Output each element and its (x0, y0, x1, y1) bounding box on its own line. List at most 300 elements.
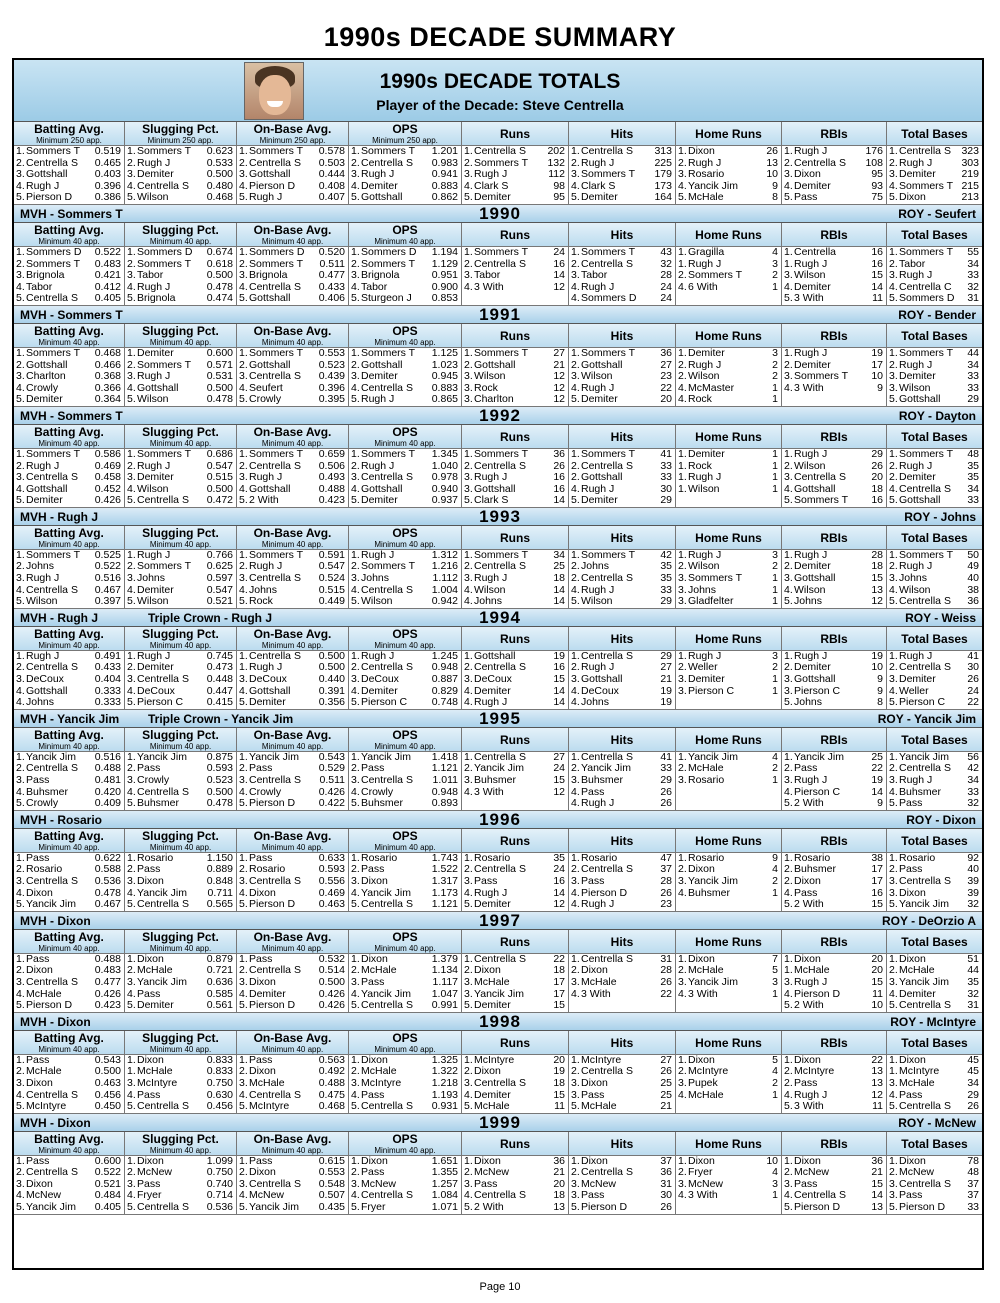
leader-name: Centrella S (26, 157, 78, 169)
leader-name: McHale (26, 988, 62, 1000)
leader-name: Rugh J (249, 662, 283, 674)
leader-row (569, 752, 675, 764)
leader-value: 1.193 (431, 1089, 458, 1101)
leader-rank: 3. (678, 596, 687, 608)
leader-name: Crowly (26, 382, 59, 394)
leader-value: 11 (554, 1101, 565, 1113)
header-label: Batting Avg. (34, 929, 104, 944)
header-minimum: Minimum 40 app. (149, 943, 212, 953)
leader-name: Wilson (794, 460, 826, 472)
leader-rank: 3. (351, 875, 360, 887)
leader-value: 14 (553, 495, 565, 507)
leader-rank: 1. (351, 347, 360, 359)
leader-value: 0.435 (318, 1202, 345, 1214)
header-label: Batting Avg. (34, 424, 104, 439)
leader-value: 41 (660, 751, 672, 763)
leader-rank: 2. (571, 573, 580, 585)
leader-rank: 5. (127, 1101, 136, 1113)
leader-value: 92 (967, 852, 979, 864)
leader-name: Gragilla (688, 246, 725, 258)
leader-row (349, 247, 461, 259)
leader-row (349, 449, 461, 461)
leader-row (237, 394, 348, 406)
leader-rank: 4. (678, 988, 687, 1000)
leader-value: 164 (654, 192, 672, 204)
leader-value: 3 (772, 347, 778, 359)
leader-value: 26 (967, 674, 979, 686)
header-minimum: Minimum 40 app. (261, 337, 324, 347)
leader-row (349, 674, 461, 686)
leader-value: 40 (967, 864, 979, 876)
header-label: OPS (392, 727, 418, 742)
season-bar (14, 407, 982, 425)
leader-value: 0.659 (318, 448, 345, 460)
leader-name: McHale (688, 763, 724, 775)
leader-row (782, 495, 886, 507)
leader-rank: 3. (464, 270, 473, 282)
leader-row (125, 674, 236, 686)
leader-row (569, 1202, 675, 1214)
leader-name: McNew (581, 1178, 617, 1190)
leader-row (569, 371, 675, 383)
leader-value: 10 (871, 1000, 883, 1012)
leader-rank: 2. (239, 763, 248, 775)
leader-value: 176 (865, 146, 883, 157)
header-on-base-avg (237, 324, 349, 347)
leader-name: Centrella S (249, 281, 301, 293)
leader-rank: 4. (351, 180, 360, 192)
header-label: Runs (500, 127, 530, 141)
leader-value: 36 (553, 1155, 565, 1167)
leader-row (125, 686, 236, 698)
leader-value: 0.524 (318, 573, 345, 585)
leader-name: Pierson D (26, 1000, 73, 1012)
leader-rank: 5. (784, 495, 793, 507)
leader-rank: 5. (239, 293, 248, 305)
leader-rank: 2. (464, 359, 473, 371)
leader-name: Centrella S (361, 584, 413, 596)
leader-rank: 3. (16, 976, 25, 988)
leader-rank: 1. (571, 650, 580, 662)
leader-name: Sommers T (26, 347, 81, 359)
leader-name: Tabor (26, 281, 53, 293)
leader-rank: 1. (239, 650, 248, 662)
leader-value: 303 (961, 157, 979, 169)
leader-value: 0.887 (431, 674, 458, 686)
leader-value: 33 (660, 584, 672, 596)
leader-value: 0.500 (94, 1066, 121, 1078)
header-rbis (782, 829, 887, 852)
leader-value: 1 (772, 472, 778, 484)
leader-name: Demiter (688, 448, 725, 460)
leader-rank: 5. (351, 1202, 360, 1214)
leader-rank: 5. (889, 798, 898, 810)
leader-value: 41 (967, 650, 979, 662)
leader-rank: 2. (16, 561, 25, 573)
leader-name: Demiter (794, 359, 831, 371)
leader-name: McHale (249, 1077, 285, 1089)
leader-row (14, 888, 124, 900)
header-runs (462, 627, 569, 650)
leader-name: Pass (899, 1190, 923, 1202)
leader-value: 0.593 (206, 763, 233, 775)
leader-row (237, 461, 348, 473)
leader-row (349, 798, 461, 810)
leader-rank: 3. (678, 1077, 687, 1089)
leader-row (676, 1101, 781, 1113)
leader-value: 28 (660, 875, 672, 887)
leader-row (462, 864, 568, 876)
leader-name: Sommers T (899, 549, 954, 561)
leader-row (14, 697, 124, 709)
leader-rank: 1. (127, 953, 136, 965)
leader-row (782, 752, 886, 764)
leader-value: 31 (660, 1178, 672, 1190)
leader-value: 11 (872, 1101, 883, 1113)
column-runs (462, 752, 569, 810)
leader-value: 0.633 (318, 852, 345, 864)
leader-row (782, 798, 886, 810)
leader-value: 19 (871, 650, 883, 662)
leader-value: 13 (871, 584, 883, 596)
header-minimum: Minimum 40 app. (38, 741, 100, 751)
leader-rank: 4. (16, 382, 25, 394)
leader-name: Sommers D (581, 293, 637, 305)
leader-row (237, 899, 348, 911)
header-minimum: Minimum 40 app. (149, 640, 212, 650)
roy-label: ROY - Dixon (906, 812, 976, 827)
leader-row (782, 371, 886, 383)
leader-name: McHale (899, 965, 935, 977)
leader-value: 37 (660, 864, 672, 876)
header-label: Home Runs (695, 833, 762, 848)
leader-name: Sommers T (249, 146, 304, 157)
leader-rank: 1. (464, 852, 473, 864)
leader-name: McNew (26, 1190, 62, 1202)
column-ops (349, 853, 462, 911)
leader-name: McNew (899, 1167, 935, 1179)
leader-rank: 2. (889, 864, 898, 876)
leader-rank: 1. (16, 549, 25, 561)
roy-label: ROY - Seufert (898, 206, 976, 221)
leader-rank: 3. (351, 573, 360, 585)
leader-row (125, 394, 236, 406)
leader-name: Centrella S (474, 864, 526, 876)
leader-rank: 2. (889, 472, 898, 484)
leader-name: Yancik Jim (137, 976, 187, 988)
column-on-base-avg (237, 752, 349, 810)
column-total-bases (887, 550, 982, 608)
leader-name: Yancik Jim (137, 751, 187, 763)
header-rbis (782, 122, 887, 145)
leader-name: Pierson D (249, 798, 296, 810)
leader-name: Rugh J (137, 281, 171, 293)
leader-name: Dixon (899, 1054, 926, 1066)
leader-row (782, 775, 886, 787)
leader-value: 0.931 (431, 1101, 458, 1113)
leader-row (676, 899, 781, 911)
leader-name: Rugh J (26, 573, 60, 585)
leader-name: Yancik Jim (899, 899, 949, 911)
leader-row (462, 371, 568, 383)
leader-name: Demiter (688, 674, 725, 686)
leader-row (782, 662, 886, 674)
leader-value: 0.468 (206, 192, 233, 204)
leader-rank: 4. (571, 382, 580, 394)
leader-rank: 5. (351, 495, 360, 507)
leader-value: 1 (772, 887, 778, 899)
leader-rank: 1. (784, 549, 793, 561)
leader-name: Sommers T (361, 258, 416, 270)
leader-name: Centrella S (581, 751, 633, 763)
column-hits (569, 247, 676, 305)
header-rbis (782, 324, 887, 347)
leader-name: McHale (794, 965, 830, 977)
leader-name (688, 798, 778, 810)
header-label: On-Base Avg. (253, 828, 332, 843)
leader-rank: 4. (571, 887, 580, 899)
leader-rank: 5. (784, 1202, 793, 1214)
leader-rank: 1. (16, 448, 25, 460)
column-slugging-pct (125, 752, 237, 810)
leader-row (14, 270, 124, 282)
leader-rank: 5. (16, 798, 25, 810)
leader-name: Demiter (137, 347, 174, 359)
leader-rank: 1. (678, 246, 687, 258)
leader-row (14, 787, 124, 799)
leader-value: 17 (871, 359, 883, 371)
column-runs (462, 247, 569, 305)
leader-value: 25 (553, 561, 565, 573)
leader-name: Demiter (794, 561, 831, 573)
leader-row (237, 651, 348, 663)
leader-value: 27 (660, 359, 672, 371)
leader-row (14, 1190, 124, 1202)
leader-rank: 2. (127, 460, 136, 472)
leader-row (569, 787, 675, 799)
leader-row (676, 259, 781, 271)
leader-rank: 2. (127, 864, 136, 876)
leader-rank: 1. (784, 852, 793, 864)
leader-value: 1.257 (431, 1178, 458, 1190)
leader-row (782, 674, 886, 686)
leader-row (14, 259, 124, 271)
leader-rank: 1. (889, 448, 898, 460)
leader-name: McIntyre (137, 1077, 178, 1089)
leader-rank: 5. (784, 192, 793, 204)
leader-rank: 1. (678, 347, 687, 359)
roy-label: ROY - McIntyre (890, 1014, 976, 1029)
leader-value: 0.740 (206, 1178, 233, 1190)
leader-rank (462, 798, 474, 810)
leader-name: Demiter (474, 1089, 511, 1101)
header-label: Total Bases (901, 429, 968, 444)
leader-rank: 1. (678, 549, 687, 561)
leader-rank: 2. (239, 157, 248, 169)
leader-value: 14 (553, 887, 565, 899)
leader-value: 1 (772, 460, 778, 472)
leader-value: 7 (772, 953, 778, 965)
header-total-bases (887, 1132, 982, 1155)
leader-rank: 5. (889, 1202, 898, 1214)
leader-row (676, 1090, 781, 1102)
leader-name: Brignola (137, 293, 176, 305)
column-batting-avg (14, 1055, 125, 1113)
leader-row (569, 651, 675, 663)
leader-name: Pass (899, 1089, 923, 1101)
leader-name: Rugh J (794, 976, 828, 988)
header-label: Slugging Pct. (142, 424, 219, 439)
leader-value: 0.478 (206, 281, 233, 293)
leader-rank: 4. (571, 685, 580, 697)
leader-name: McHale (581, 1101, 617, 1113)
column-ops (349, 1055, 462, 1113)
leader-rank: 5. (127, 1000, 136, 1012)
header-total-bases (887, 526, 982, 549)
leader-row (887, 394, 982, 406)
leader-value: 0.522 (94, 246, 121, 258)
leader-value: 16 (871, 258, 883, 270)
leader-value: 15 (871, 899, 883, 911)
leader-rank: 4. (351, 786, 360, 798)
leader-rank: 3. (678, 573, 687, 585)
leader-row (14, 484, 124, 496)
leader-value: 1.218 (431, 1077, 458, 1089)
leader-name: Sommers T (361, 448, 416, 460)
leader-name: Wilson (361, 596, 393, 608)
leader-row (125, 1000, 236, 1012)
leader-row (462, 585, 568, 597)
leader-rank: 3. (571, 169, 580, 181)
leader-row (349, 461, 461, 473)
leader-value: 0.500 (206, 483, 233, 495)
leader-rank: 2. (571, 472, 580, 484)
leader-name: Pass (899, 798, 923, 810)
leader-row (349, 484, 461, 496)
leader-rank: 3. (239, 472, 248, 484)
column-runs (462, 1055, 569, 1113)
leader-name: McHale (688, 965, 724, 977)
leader-rank: 3. (16, 1077, 25, 1089)
leader-rank: 4. (464, 697, 473, 709)
leader-rank (569, 1000, 581, 1012)
leader-row (569, 192, 675, 204)
leader-rank: 5. (16, 899, 25, 911)
leader-name: Dixon (249, 887, 276, 899)
leader-rank: 1. (889, 1155, 898, 1167)
leader-row (349, 1179, 461, 1191)
leader-value: 0.514 (318, 965, 345, 977)
leader-row (676, 752, 781, 764)
leader-value: 1 (772, 1089, 778, 1101)
leader-row (782, 181, 886, 193)
leader-name: McHale (137, 1066, 173, 1078)
leader-value: 202 (547, 146, 565, 157)
leader-name: Rock (688, 394, 712, 406)
season-year: 1996 (479, 809, 521, 829)
leader-value: 37 (660, 1155, 672, 1167)
leader-name: Demiter (474, 192, 511, 204)
leader-row (349, 787, 461, 799)
leader-rank: 1. (351, 751, 360, 763)
column-batting-avg (14, 853, 125, 911)
leader-rank: 3. (127, 976, 136, 988)
leader-value: 42 (660, 549, 672, 561)
leader-rank: 2. (239, 460, 248, 472)
leader-name: Sommers T (899, 246, 954, 258)
leader-row (14, 247, 124, 259)
leader-name: Wilson (581, 596, 613, 608)
leader-row (569, 585, 675, 597)
leader-rank: 3. (464, 483, 473, 495)
leader-rank (462, 293, 474, 305)
leader-name: Centrella S (26, 472, 78, 484)
leader-value: 0.395 (318, 394, 345, 406)
leader-name: Demiter (474, 899, 511, 911)
leader-row (125, 472, 236, 484)
leader-row (569, 449, 675, 461)
leader-name: 2 With (794, 899, 824, 911)
leader-value: 11 (872, 293, 883, 305)
leader-rank: 3. (889, 371, 898, 383)
leader-name: Centrella S (361, 382, 413, 394)
leader-name: Rugh J (581, 798, 615, 810)
leader-name: Clark S (581, 180, 616, 192)
leader-row (462, 1078, 568, 1090)
leader-row (782, 1055, 886, 1067)
leader-name: Centrella S (361, 472, 413, 484)
leader-value: 39 (967, 887, 979, 899)
leader-name: Demiter (361, 180, 398, 192)
leader-value: 29 (660, 650, 672, 662)
leader-value: 0.396 (94, 180, 121, 192)
leader-row (782, 282, 886, 294)
header-runs (462, 829, 569, 852)
leader-row (14, 449, 124, 461)
season-bar (14, 1114, 982, 1132)
leader-value: 24 (553, 763, 565, 775)
leader-rank: 4. (784, 1190, 793, 1202)
leader-name: Centrella S (581, 1167, 633, 1179)
column-on-base-avg (237, 1055, 349, 1113)
leader-row (782, 1179, 886, 1191)
leader-value: 0.561 (206, 1000, 233, 1012)
leader-value: 1.112 (432, 573, 458, 585)
leader-name: Buhsmer (26, 786, 69, 798)
leader-name: Pass (249, 1155, 273, 1167)
leader-rank: 3. (784, 976, 793, 988)
leader-row (782, 348, 886, 360)
leader-rank: 3. (464, 674, 473, 686)
column-ops (349, 1156, 462, 1214)
column-on-base-avg (237, 853, 349, 911)
leader-value: 0.447 (206, 685, 233, 697)
leader-value: 5 (772, 1054, 778, 1066)
leader-rank: 5. (239, 495, 248, 507)
leader-name: Gottshall (249, 483, 291, 495)
leader-row (782, 686, 886, 698)
leader-rank: 3. (239, 169, 248, 181)
leader-rank: 2. (784, 561, 793, 573)
header-minimum: Minimum 40 app. (149, 1145, 212, 1155)
leader-name: Centrella S (137, 1202, 189, 1214)
leader-row (676, 383, 781, 395)
leader-name: Wilson (137, 596, 169, 608)
leader-name: Dixon (794, 169, 821, 181)
leader-value: 2 (772, 763, 778, 775)
leader-row (569, 484, 675, 496)
leader-row (237, 775, 348, 787)
